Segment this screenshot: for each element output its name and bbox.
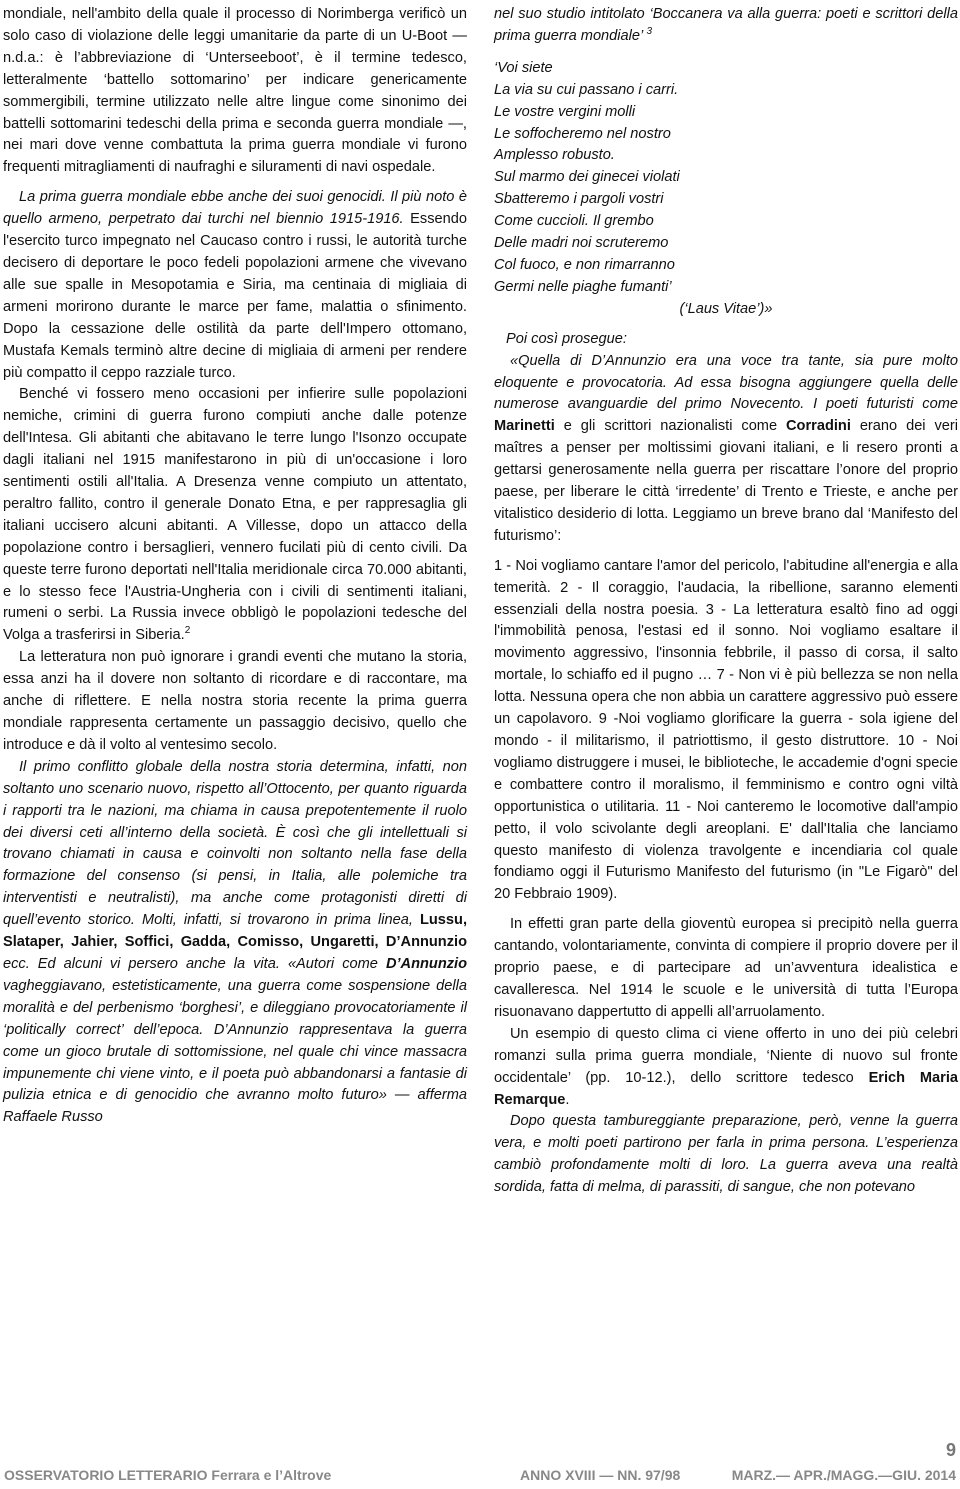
prosegue-label: Poi così prosegue: bbox=[506, 330, 627, 347]
footer-issue: ANNO XVIII — NN. 97/98 bbox=[520, 1467, 681, 1483]
poem-line: La via su cui passano i carri. bbox=[494, 81, 679, 98]
paragraph-dopo: Dopo questa tambureggiante preparazione, però, venne la guerra vera, e molti poeti partirono per farla in prima persona. L’esperienza cambiò profondamente molti di loro. La guerra aveva una realtà sordida, fatta di melma, di parassiti, di sangue, che non potevano bbox=[494, 1113, 958, 1196]
conflitto-text-c: vagheggiavano, estetisticamente, una guerra come sospensione della moralità e del perbenismo ‘borghesi’, e dileggiano provocatoriamente il ‘politically correct’ dell’epoca. D’Annunzio rappresentava la guerra come un gioco brutale di sottomissione, nel quale chi vince massacra impunemente chi viene vinto, e il poeta può abbandonarsi a fantasie di pulizia etnica e di genocidio che avranno molto futuro» — afferma Raffaele Russo bbox=[3, 977, 467, 1126]
poem-line: ‘Voi siete bbox=[494, 59, 553, 76]
writers-names: Lussu, Slataper, Jahier, Soffici, Gadda, Comisso, Ungaretti, D’Annunzio bbox=[3, 912, 467, 951]
avanguardie-text-a: «Quella di D’Annunzio era una voce tra tante, sia pure molto eloquente e provocatoria. Ad essa bisogna aggiungere quella delle numerose avanguardie del primo Novecento. I poeti futuristi come bbox=[494, 352, 958, 413]
genocidi-lead: La prima guerra mondiale ebbe anche dei suoi genocidi. Il più noto è quello armeno, perpetrato dai turchi nel biennio 1915-1916. bbox=[3, 189, 467, 228]
poem-line: Come cuccioli. Il grembo bbox=[494, 213, 654, 230]
poem-line: Delle madri noi scruteremo bbox=[494, 235, 669, 252]
paragraph-esempio bbox=[494, 1024, 958, 1112]
poem-line: Germi nelle piaghe fumanti’ bbox=[494, 278, 672, 295]
corradini-name: Corradini bbox=[786, 418, 851, 435]
paragraph-conflitto bbox=[3, 757, 467, 1129]
paragraph-avanguardie bbox=[494, 351, 958, 548]
right-column bbox=[494, 4, 958, 1199]
poem-title: (‘Laus Vitae’)» bbox=[679, 300, 773, 317]
left-column bbox=[3, 4, 467, 1129]
paragraph-manifesto: 1 - Noi vogliamo cantare l'amor del pericolo, l'abitudine all'energia e alla temerità. 2 - Il coraggio, l'audacia, la ribellione, saranno elementi essenziali della nostra poesia. 3 - La letteratura esaltò fino ad oggi l'immobilità penosa, l'estasi ed il sonno. Noi vogliamo esaltare il movimento aggressivo, l'insonnia febbrile, il passo di corsa, il salto mortale, lo schiaffo ed il pugno … 7 - Non vi è più bellezza se non nella lotta. Nessuna opera che non abbia un carattere aggressivo può essere un capolavoro. 9 -Noi vogliamo glorificare la guerra - sola igiene del mondo - il militarismo, il patriottismo, il gesto distruttore. 10 - Noi vogliamo distruggere i musei, le biblioteche, le accademie d'ogni specie e combattere contro il moralismo, il femminismo e contro ogni viltà opportunistica o utilitaria. 11 - Noi canteremo le locomotive dall'ampio petto, il volo scivolante degli areoplani. E' dall'Italia che lanciamo questo manifesto di violenza travolgente e incendiaria col quale fondiamo oggi il Futurismo Manifesto del futurismo (in "Le Figarò" del 20 Febbraio 1909). bbox=[494, 557, 958, 903]
footer-journal: OSSERVATORIO LETTERARIO Ferrara e l’Altrove bbox=[4, 1467, 332, 1483]
conflitto-text-b: ecc. Ed alcuni vi persero anche la vita. «Autori come bbox=[3, 955, 386, 972]
footnote-ref-2: 2 bbox=[184, 625, 191, 637]
paragraph-intro bbox=[494, 4, 958, 48]
intesa-text: Benché vi fossero meno occasioni per infierire sulle popolazioni nemiche, crimini di guerra furono compiuti anche dalle potenze dell'Intesa. Gli abitanti che abitavano le terre lungo l'Isonzo occupate dagli italiani nel 1915 manifestarono in più di un'occasione i loro sentimenti ostili all'Italia. A Dresenza venne compiuto un attentato, peraltro fallito, contro il generale Donato Etna, e per rappresaglia gli italiani uccisero alcuni abitanti. A Villesse, dopo un attacco della popolazione contro i bersaglieri, vennero fucilati più di cento civili. Da queste terre furono deportati nell'Italia meridionale circa 70.000 abitanti, e lo stesso fece l'Austria-Ungheria con i civili di sentimenti italiani, rumeni o serbi. La Russia invece obbligò le popolazioni tedesche del Volga a trasferirsi in Siberia. bbox=[3, 386, 467, 644]
remarque-name: Erich Maria Remarque bbox=[494, 1069, 958, 1108]
paragraph-uboot: mondiale, nell'ambito della quale il processo di Norimberga verificò un solo caso di violazione delle leggi umanitarie da parte di un U-Boot — n.d.a.: è l’abbreviazione di ‘Unterseeboot’, è il termine tedesco, letteralmente ‘battello sottomarino’ per indicare genericamente sommergibili, termine utilizzato nelle altre lingue come sinonimo dei battelli sottomarini tedeschi della prima e seconda guerra mondiale —, nei mari dove venne combattuta la prima guerra mondiale vi furono frequenti mitragliamenti di naufraghi e siluramenti di navi ospedale. bbox=[3, 6, 467, 176]
page-footer bbox=[0, 1463, 960, 1485]
footnote-ref-3: 3 bbox=[646, 26, 653, 38]
avanguardie-text-b: e gli scrittori nazionalisti come bbox=[554, 418, 787, 435]
intro-text: nel suo studio intitolato ‘Boccanera va alla guerra: poeti e scrittori della prima guerra mondiale’ bbox=[494, 6, 958, 44]
esempio-text-a: Un esempio di questo clima ci viene offerto in uno dei più celebri romanzi sulla prima guerra mondiale, ‘Niente di nuovo sul fronte occidentale’ (pp. 10-12.), dello scrittore tedesco bbox=[494, 1025, 958, 1086]
poem-line: Col fuoco, e non rimarranno bbox=[494, 256, 675, 273]
conflitto-text-a: Il primo conflitto globale della nostra storia determina, infatti, non soltanto uno scenario nuovo, rispetto all’Ottocento, per quanto riguarda i rapporti tra le nazioni, ma chiama in causa prepotentemente il ruolo dei diversi ceti all’interno della società. È così che gli intellettuali si trovano chiamati in causa e coinvolti non soltanto nella fase della formazione del consenso (si pensi, in Italia, alle polemiche tra interventisti e neutralisti), ma anche come protagonisti diretti di quell’evento storico. Molti, infatti, si trovarono in prima linea, bbox=[3, 758, 467, 929]
genocidi-body: Essendo l'esercito turco impegnato nel Caucaso contro i russi, le autorità turche decisero di deportare le poco fedeli popolazioni armene che vivevano alle sue spalle in Mesopotamia e Siria, ma centinaia di migliaia di armeni morirono durante le marce per fame, malattia o sfinimento. Dopo la cessazione delle ostilità da parte dell'Impero ottomano, Mustafa Kemals terminò altre decine di migliaia di armeni per rendere più compatto il ceppo razziale turco. bbox=[3, 211, 467, 381]
paragraph-genocidi bbox=[3, 187, 467, 384]
poem-line: Le soffocheremo nel nostro bbox=[494, 125, 671, 142]
dannunzio-name: D’Annunzio bbox=[385, 955, 467, 972]
poem-laus-vitae bbox=[494, 58, 958, 299]
poem-line: Le vostre vergini molli bbox=[494, 103, 636, 120]
page-number: 9 bbox=[945, 1440, 956, 1460]
paragraph-letteratura: La letteratura non può ignorare i grandi eventi che mutano la storia, essa anzi ha il dovere non soltanto di ricordare e di raccontare, ma anche di riflettere. E nella nostra storia recente la prima guerra mondiale rappresenta certamente un passaggio decisivo, quello che introduce e dà il volto al ventesimo secolo. bbox=[3, 649, 467, 753]
poem-line: Amplesso robusto. bbox=[494, 147, 615, 164]
poem-line: Sbatteremo i pargoli vostri bbox=[494, 191, 664, 208]
footer-date: MARZ.— APR./MAGG.—GIU. 2014 bbox=[731, 1467, 956, 1483]
paragraph-effetti: In effetti gran parte della gioventù europea si precipitò nella guerra cantando, volontariamente, convinta di compiere il proprio dovere per il proprio paese, e di partecipare ad un’avventura idealistica e cavalleresca. Nel 1914 le scuole e le università di tutta l’Europa risuonavano dappertutto di appelli all’arruolamento. bbox=[494, 916, 958, 1020]
esempio-text-b: . bbox=[565, 1091, 570, 1108]
marinetti-name: Marinetti bbox=[494, 418, 555, 435]
paragraph-intesa bbox=[3, 384, 467, 647]
poem-line: Sul marmo dei ginecei violati bbox=[494, 169, 680, 186]
avanguardie-text-c: erano dei veri maîtres a penser per moltissimi giovani italiani, e li resero pronti a gettarsi generosamente nella guerra per riscattare l’onore del proprio paese, per liberare le città ‘irredente’ di Trento e Trieste, e anche per vitalistico desiderio di lotta. Leggiamo un breve brano dal ‘Manifesto del futurismo’: bbox=[494, 418, 958, 544]
